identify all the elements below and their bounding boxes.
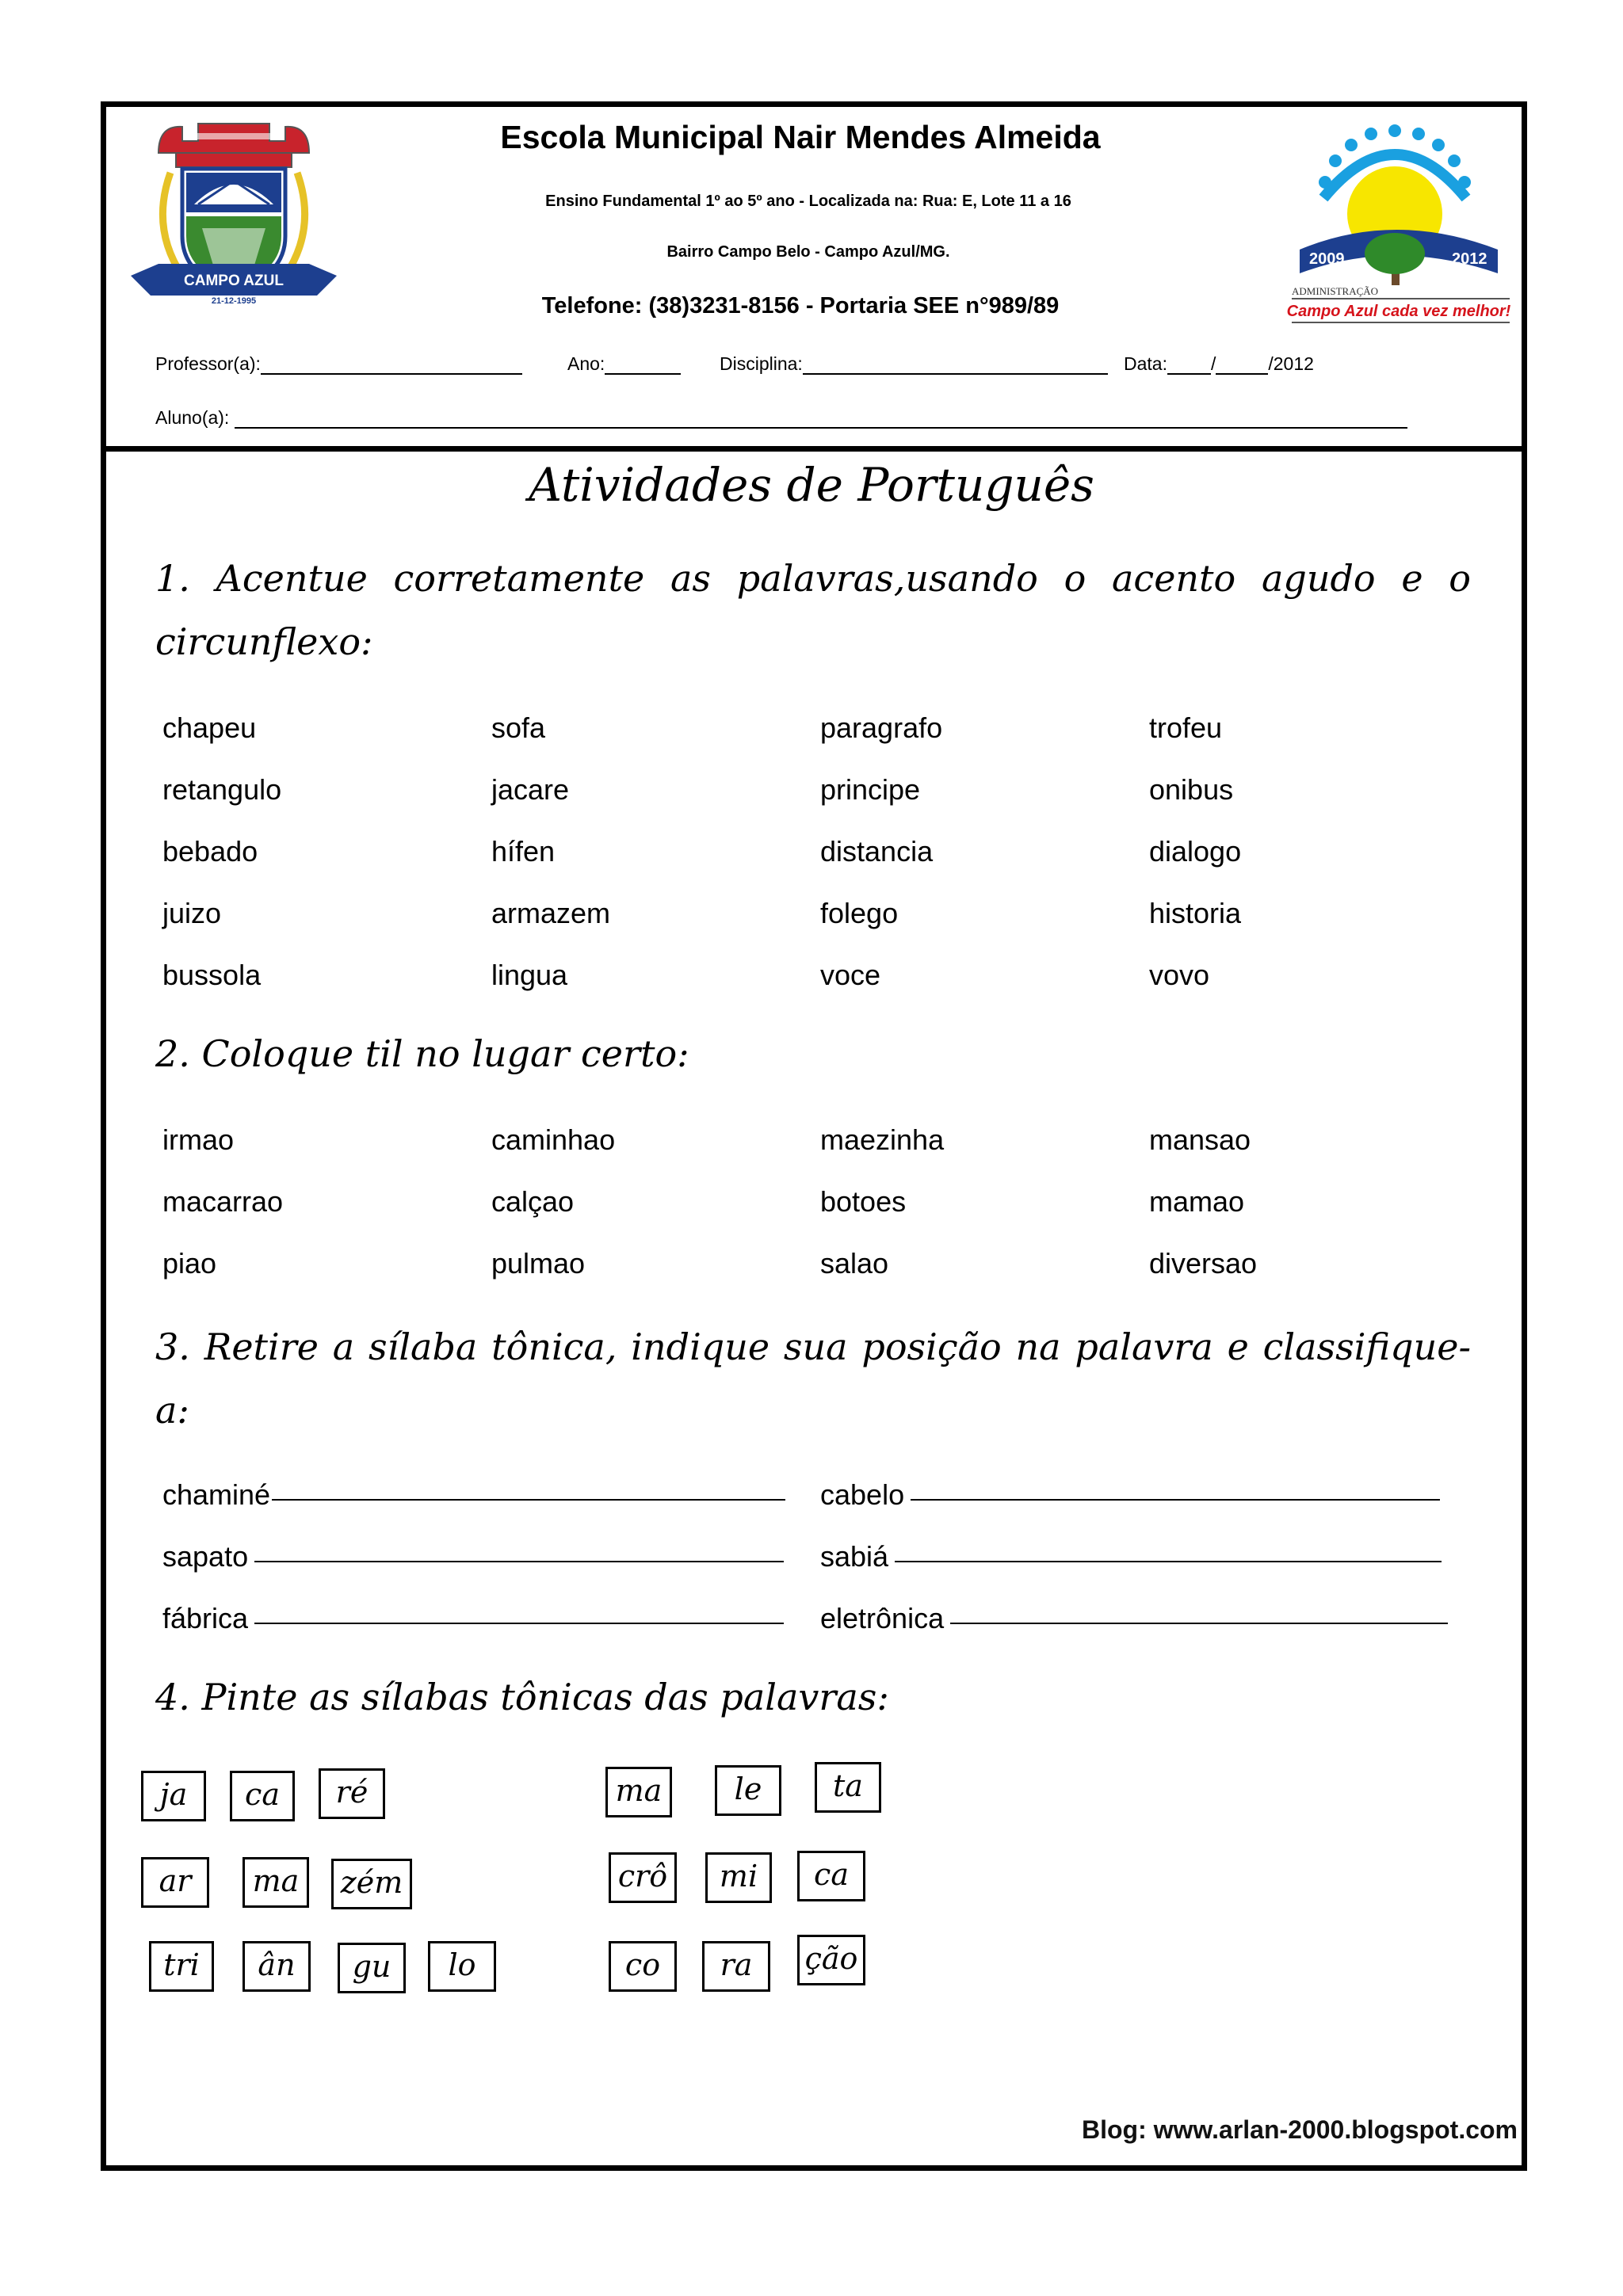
data-label: Data:: [1124, 353, 1167, 374]
word-item: vovo: [1149, 959, 1210, 991]
word-item: piao: [162, 1247, 217, 1280]
word-item: diversao: [1149, 1247, 1258, 1280]
syllable-box[interactable]: ra: [702, 1941, 770, 1992]
syllable-box[interactable]: crô: [609, 1852, 677, 1903]
syllable-box[interactable]: ta: [815, 1762, 881, 1813]
disciplina-blank[interactable]: [803, 354, 1108, 375]
answer-line[interactable]: [254, 1526, 784, 1562]
data-year: 2012: [1273, 353, 1314, 374]
admin-label: ADMINISTRAÇÃO: [1292, 285, 1379, 297]
admin-year-end: 2012: [1452, 250, 1487, 268]
fill-word: sapato: [162, 1540, 249, 1573]
school-name: Escola Municipal Nair Mendes Almeida: [500, 119, 1101, 155]
word-item: salao: [820, 1247, 889, 1280]
syllable-box[interactable]: ja: [141, 1771, 206, 1821]
syllable-box[interactable]: ca: [230, 1771, 295, 1821]
address-line-1: Ensino Fundamental 1º ao 5º ano - Localizada na: Rua: E, Lote 11 a 16: [545, 193, 1071, 210]
question-3-text: 3. Retire a sílaba tônica, indique sua posição na palavra e classifique-a:: [155, 1325, 1471, 1432]
word-item: botoes: [820, 1185, 907, 1218]
professor-blank[interactable]: [261, 354, 522, 375]
fill-item[interactable]: [162, 1464, 785, 1526]
answer-line[interactable]: [272, 1464, 785, 1501]
word-item: calçao: [491, 1185, 575, 1218]
word-item: bebado: [162, 835, 258, 868]
professor-field[interactable]: [155, 353, 522, 375]
word-item: hífen: [491, 835, 556, 868]
word-item: mamao: [1149, 1185, 1245, 1218]
word-item: historia: [1149, 897, 1242, 929]
crest-date-text: 21-12-1995: [211, 296, 257, 306]
syllable-box[interactable]: ção: [797, 1935, 865, 1985]
word-item: maezinha: [820, 1123, 945, 1156]
answer-line[interactable]: [895, 1526, 1442, 1562]
word-item: retangulo: [162, 773, 282, 806]
word-item: voce: [820, 959, 881, 991]
syllable-box[interactable]: ân: [242, 1941, 311, 1992]
fill-item[interactable]: [162, 1588, 784, 1650]
fill-word: eletrônica: [820, 1602, 945, 1634]
fill-item[interactable]: [820, 1464, 1440, 1526]
answer-line[interactable]: [950, 1588, 1448, 1624]
question-2-word-grid: [162, 1109, 1478, 1295]
data-sep-1: /: [1210, 353, 1216, 374]
campo-azul-crest-logo: [127, 117, 341, 331]
fill-item[interactable]: [820, 1526, 1442, 1588]
word-item: trofeu: [1149, 711, 1223, 744]
activity-title: Atividades de Português: [529, 458, 1094, 512]
fill-word: cabelo: [820, 1478, 905, 1511]
word-item: dialogo: [1149, 835, 1242, 868]
syllable-box[interactable]: co: [609, 1941, 677, 1992]
blog-footer: Blog: www.arlan-2000.blogspot.com: [1082, 2115, 1518, 2144]
word-item: lingua: [491, 959, 568, 991]
word-item: bussola: [162, 959, 262, 991]
crest-name-text: CAMPO AZUL: [184, 273, 284, 289]
phone-line: Telefone: (38)3231-8156 - Portaria SEE n°989/89: [541, 293, 1060, 318]
aluno-blank[interactable]: [235, 408, 1407, 429]
syllable-box[interactable]: lo: [428, 1941, 496, 1992]
answer-line[interactable]: [254, 1588, 784, 1624]
word-item: pulmao: [491, 1247, 586, 1280]
ano-field[interactable]: [567, 353, 681, 375]
data-day-blank[interactable]: [1167, 354, 1211, 375]
disciplina-label: Disciplina:: [720, 353, 803, 374]
syllable-box[interactable]: ré: [319, 1768, 385, 1819]
question-2-text: 2. Coloque til no lugar certo:: [155, 1032, 689, 1075]
syllable-box[interactable]: zém: [331, 1859, 412, 1909]
fill-word: chaminé: [162, 1478, 271, 1511]
fill-word: sabiá: [820, 1540, 889, 1573]
question-1-text: 1. Acentue corretamente as palavras,usando o acento agudo e o circunflexo:: [155, 557, 1471, 663]
syllable-box[interactable]: ar: [141, 1857, 209, 1908]
syllable-box[interactable]: gu: [338, 1943, 406, 1993]
word-item: chapeu: [162, 711, 257, 744]
word-item: sofa: [491, 711, 546, 744]
address-line-2: Bairro Campo Belo - Campo Azul/MG.: [666, 243, 950, 261]
word-item: principe: [820, 773, 921, 806]
disciplina-field[interactable]: [720, 353, 1108, 375]
syllable-box[interactable]: mi: [705, 1852, 772, 1903]
admin-slogan: Campo Azul cada vez melhor!: [1286, 303, 1511, 320]
data-field[interactable]: [1124, 353, 1314, 375]
admin-year-start: 2009: [1309, 250, 1345, 268]
word-item: juizo: [162, 897, 222, 929]
word-item: irmao: [162, 1123, 235, 1156]
fill-word: fábrica: [162, 1602, 249, 1634]
syllable-box[interactable]: tri: [149, 1941, 214, 1992]
syllable-box[interactable]: ma: [605, 1767, 672, 1817]
question-4-text: 4. Pinte as sílabas tônicas das palavras:: [155, 1676, 889, 1718]
ano-label: Ano:: [567, 353, 605, 374]
aluno-label: Aluno(a):: [155, 407, 230, 428]
word-item: distancia: [820, 835, 934, 868]
data-month-blank[interactable]: [1216, 354, 1268, 375]
ano-blank[interactable]: [605, 354, 681, 375]
word-item: mansao: [1149, 1123, 1251, 1156]
professor-label: Professor(a):: [155, 353, 261, 374]
syllable-box[interactable]: le: [715, 1765, 781, 1816]
data-sep-2: /: [1268, 353, 1274, 374]
word-item: folego: [820, 897, 899, 929]
fill-item[interactable]: [162, 1526, 784, 1588]
word-item: paragrafo: [820, 711, 943, 744]
word-item: armazem: [491, 897, 611, 929]
syllable-box[interactable]: ma: [242, 1857, 309, 1908]
syllable-box[interactable]: ca: [797, 1851, 865, 1901]
word-item: caminhao: [491, 1123, 616, 1156]
question-1-word-grid: [162, 697, 1478, 1006]
administration-logo: [1276, 123, 1514, 337]
fill-item[interactable]: [820, 1588, 1448, 1650]
word-item: jacare: [491, 773, 570, 806]
aluno-field[interactable]: [155, 407, 1407, 429]
answer-line[interactable]: [911, 1464, 1440, 1501]
word-item: macarrao: [162, 1185, 284, 1218]
word-item: onibus: [1149, 773, 1234, 806]
